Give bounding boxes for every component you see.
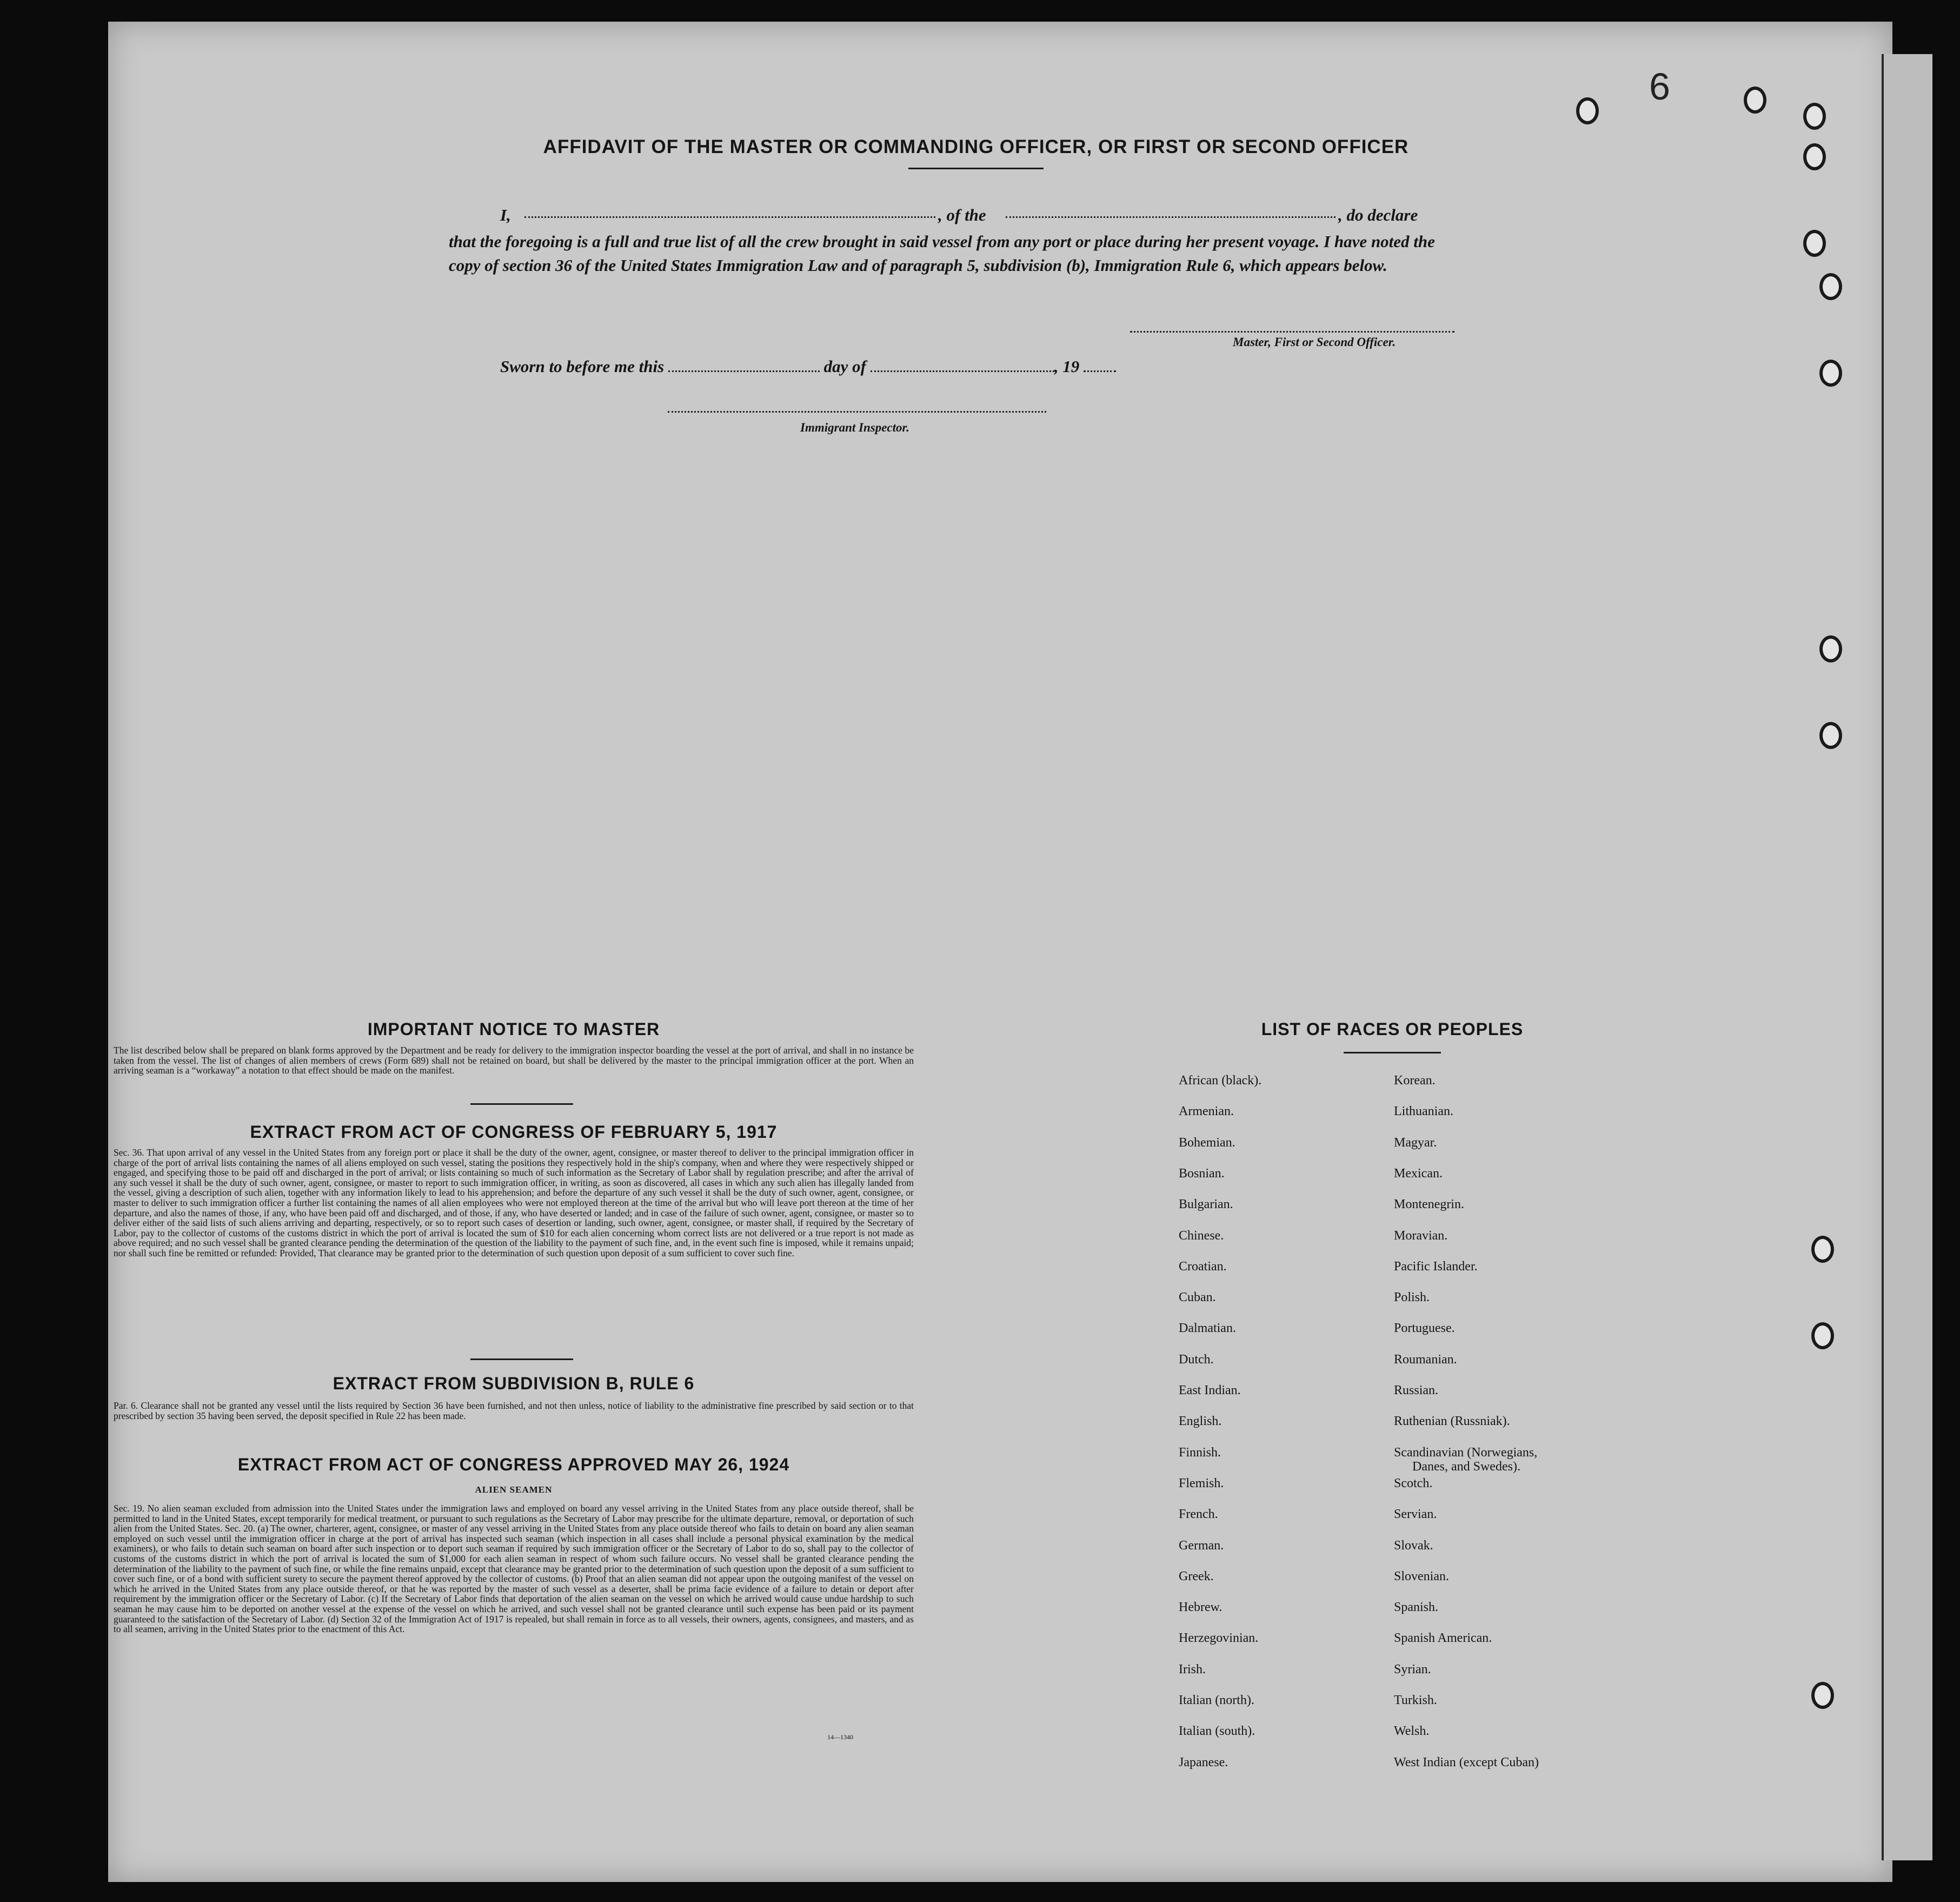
race-item: Magyar. [1394, 1135, 1437, 1150]
race-item: Croatian. [1179, 1259, 1227, 1274]
punch-hole [1803, 103, 1826, 130]
year-label: , 19 [1054, 357, 1080, 376]
punch-hole [1819, 273, 1842, 300]
punch-hole [1803, 230, 1826, 257]
title-divider [908, 168, 1044, 169]
of-the-label: , of the [938, 206, 986, 224]
race-item: Herzegovinian. [1179, 1631, 1259, 1646]
race-item: Portuguese. [1394, 1321, 1455, 1336]
race-item: Slovak. [1394, 1538, 1433, 1553]
race-item: Servian. [1394, 1507, 1437, 1522]
extract-1917-title: EXTRACT FROM ACT OF CONGRESS OF FEBRUARY 5, 1917 [250, 1122, 778, 1142]
race-item: Cuban. [1179, 1290, 1216, 1305]
race-item: Pacific Islander. [1394, 1259, 1478, 1274]
race-item: Ruthenian (Russniak). [1394, 1414, 1510, 1429]
race-item: English. [1179, 1414, 1222, 1429]
race-item: Dutch. [1179, 1352, 1214, 1367]
race-item: Korean. [1394, 1073, 1436, 1088]
races-divider [1344, 1052, 1441, 1053]
race-item: Irish. [1179, 1662, 1206, 1676]
master-signature-line [1130, 331, 1454, 333]
race-item: Bosnian. [1179, 1166, 1225, 1181]
name-blank [524, 216, 935, 218]
i-label: I, [500, 206, 511, 224]
race-item: German. [1179, 1538, 1224, 1553]
declare-label: , do declare [1338, 206, 1418, 224]
race-item: Montenegrin. [1394, 1197, 1464, 1212]
alien-seamen-heading: ALIEN SEAMEN [475, 1485, 553, 1495]
section-divider [470, 1103, 573, 1105]
race-item: Welsh. [1394, 1724, 1430, 1739]
month-blank [871, 370, 1054, 372]
race-item: Slovenian. [1394, 1569, 1449, 1583]
day-of-label: day of [823, 357, 866, 376]
extract-rule6-title: EXTRACT FROM SUBDIVISION B, RULE 6 [333, 1374, 695, 1393]
race-item: Scotch. [1394, 1476, 1433, 1490]
race-item: Hebrew. [1179, 1600, 1222, 1615]
extract-1917-text: Sec. 36. That upon arrival of any vessel in the United States from any foreign port or place it shall be the duty of the owner, agent, consignee, or master thereof to deliver to the principal immigration officer in charge of the port of arrival lists containing the names of all aliens employed on such vessel, stating the positions they respectively hold in the ship's company, when and where they were respectively shipped or engaged, and specifying those to be paid off and discharged in the port of arrival; or lists containing so much of such information as the Secretary of Labor shall by regulation prescribe; and after the arrival of any such vessel it shall be the duty of such owner, agent, consignee, or master to report to such immigration officer, in writing, as soon as discovered, all cases in which any such alien has illegally landed from the vessel, giving a description of such alien, together with any information likely to lead to his apprehension; and before the departure of any such vessel it shall be the duty of such owner, agent, consignee, or master to deliver to such immigration officer a further list containing the names of all alien employees who were not employed thereon at the time of the arrival but who will leave port thereon at the time of her departure, and also the names of those, if any, who have been paid off and discharged, and of those, if any, who have deserted or landed; and in case of the failure of such owner, agent, consignee, or master so to deliver either of the said lists of such aliens arriving and departing, respectively, or so to report such cases of desertion or landing, such owner, agent, consignee, or master shall, if required by the Secretary of Labor, pay to the collector of customs of the customs district in which the port of arrival is located the sum of $10 for each alien concerning whom correct lists are not delivered or a true report is not made as above required; and no such vessel shall be granted clearance pending the determination of the question of the liability to the payment of such fine, and, in the event such fine is imposed, while it remains unpaid; nor shall such fine be remitted or refunded: Provided, That clearance may be granted prior to the determination of such question upon deposit of a sum sufficient to cover such fine. [114, 1147, 914, 1258]
extract-rule6-text: Par. 6. Clearance shall not be granted any vessel until the lists required by Section 36 have been furnished, and not then unless, notice of liability to the administrative fine prescribed by said section or to that prescribed by section 35 having been served, the deposit specified in Rule 22 has been made. [114, 1400, 914, 1421]
race-item: Syrian. [1394, 1662, 1431, 1676]
punch-hole [1819, 635, 1842, 662]
punch-hole [1811, 1236, 1834, 1263]
race-item: Danes, and Swedes). [1412, 1459, 1520, 1474]
page-edge-margin [1882, 54, 1932, 1860]
corner-mark: 6 [1649, 65, 1670, 108]
sworn-label: Sworn to before me this [500, 357, 665, 376]
race-item: Polish. [1394, 1290, 1430, 1305]
master-label: Master, First or Second Officer. [1233, 335, 1396, 349]
race-item: Italian (north). [1179, 1693, 1254, 1707]
race-item: Chinese. [1179, 1228, 1224, 1243]
race-item: Mexican. [1394, 1166, 1443, 1181]
punch-hole [1819, 722, 1842, 749]
race-item: Scandinavian (Norwegians, [1394, 1445, 1538, 1460]
punch-hole [1819, 360, 1842, 387]
inspector-signature-line [668, 411, 1046, 413]
sworn-line [500, 357, 1116, 376]
section-divider [470, 1358, 573, 1360]
race-item: Bohemian. [1179, 1135, 1235, 1150]
punch-hole [1744, 87, 1766, 114]
race-item: Finnish. [1179, 1445, 1221, 1460]
race-item: Spanish. [1394, 1600, 1439, 1615]
race-item: West Indian (except Cuban) [1394, 1755, 1539, 1770]
punch-hole [1811, 1322, 1834, 1349]
extract-1924-text: Sec. 19. No alien seaman excluded from admission into the United States under the immigration laws and employed on board any vessel arriving in the United States from any place outside thereof, shall be permitted to land in the United States, except temporarily for medical treatment, or pursuant to such regulations as the Secretary of Labor may prescribe for the ultimate departure, removal, or deportation of such alien from the United States. Sec. 20. (a) The owner, charterer, agent, consignee, or master of any vessel arriving in the United States from any place outside thereof who fails to detain on board any alien seaman employed on such vessel until the immigration officer in charge at the port of arrival has inspected such seaman (which inspection in all cases shall include a personal physical examination by the medical examiners), or who fails to detain such seaman on board after such inspection or to deport such seaman if required by such immigration officer or the Secretary of Labor to do so, shall pay to the collector of customs of the customs district in which the port of arrival is located the sum of $1,000 for each alien seaman in respect of whom such failure occurs. No vessel shall be granted clearance pending the determination of the liability to the payment of such fine, or while the fine remains unpaid, except that clearance may be granted prior to the determination of such question upon the deposit of a sum sufficient to cover such fine, or of a bond with sufficient surety to secure the payment thereof approved by the collector of customs. (b) Proof that an alien seaman did not appear upon the outgoing manifest of the vessel on which he arrived in the United States from any place outside thereof, or that he was reported by the master of such vessel as a deserter, shall be prima facie evidence of a failure to detain or deport after requirement by the immigration officer or the Secretary of Labor. (c) If the Secretary of Labor finds that deportation of the alien seaman on the vessel on which he arrived would cause undue hardship to such seaman he may cause him to be deported on another vessel at the expense of the vessel on which he arrived, and such vessel shall not be granted clearance until such expense has been paid or its payment guaranteed to the satisfaction of the Secretary of Labor. (d) Section 32 of the Immigration Act of 1917 is repealed, but shall remain in force as to all vessels, their owners, agents, consignees, and masters, and as to all seamen, arriving in the United States prior to the enactment of this Act. [114, 1503, 914, 1635]
day-blank [668, 370, 820, 372]
race-item: Armenian. [1179, 1104, 1234, 1119]
year-blank [1084, 370, 1116, 372]
race-item: Lithuanian. [1394, 1104, 1453, 1119]
race-item: Dalmatian. [1179, 1321, 1236, 1336]
form-number: 14—1340 [827, 1733, 853, 1741]
declaration-text: that the foregoing is a full and true list of all the crew brought in said vessel from any port or place during her present voyage. I have noted the copy of section 36 of the United States Immigration Law and of paragraph 5, subdivision (b), Immigration Rule 6, which appears below. [449, 232, 1435, 275]
punch-hole [1576, 97, 1599, 124]
race-item: Flemish. [1179, 1476, 1224, 1490]
race-item: African (black). [1179, 1073, 1262, 1088]
notice-text: The list described below shall be prepared on blank forms approved by the Department and be ready for delivery to the immigration inspector boarding the vessel at the port of arrival, and shall in no instance be taken from the vessel. The list of changes of alien members of crews (Form 689) shall not be retained on board, but shall be delivered by the master to the principal immigration officer at the port. When an arriving seaman is a “workaway” a notation to that effect should be made on the manifest. [114, 1045, 914, 1076]
race-item: Roumanian. [1394, 1352, 1457, 1367]
race-item: Bulgarian. [1179, 1197, 1233, 1212]
notice-title: IMPORTANT NOTICE TO MASTER [367, 1019, 660, 1039]
races-title: LIST OF RACES OR PEOPLES [1261, 1019, 1524, 1039]
race-item: French. [1179, 1507, 1218, 1522]
affidavit-title: AFFIDAVIT OF THE MASTER OR COMMANDING OFFICER, OR FIRST OR SECOND OFFICER [543, 136, 1409, 157]
race-item: East Indian. [1179, 1383, 1241, 1397]
race-item: Japanese. [1179, 1755, 1228, 1770]
punch-hole [1803, 143, 1826, 170]
race-item: Turkish. [1394, 1693, 1437, 1707]
extract-1924-title: EXTRACT FROM ACT OF CONGRESS APPROVED MAY 26, 1924 [237, 1455, 790, 1474]
race-item: Spanish American. [1394, 1631, 1492, 1646]
vessel-blank [1006, 216, 1336, 218]
race-item: Russian. [1394, 1383, 1439, 1397]
race-item: Greek. [1179, 1569, 1214, 1583]
inspector-label: Immigrant Inspector. [800, 421, 909, 434]
race-item: Moravian. [1394, 1228, 1448, 1243]
punch-hole [1811, 1682, 1834, 1709]
race-item: Italian (south). [1179, 1724, 1255, 1739]
